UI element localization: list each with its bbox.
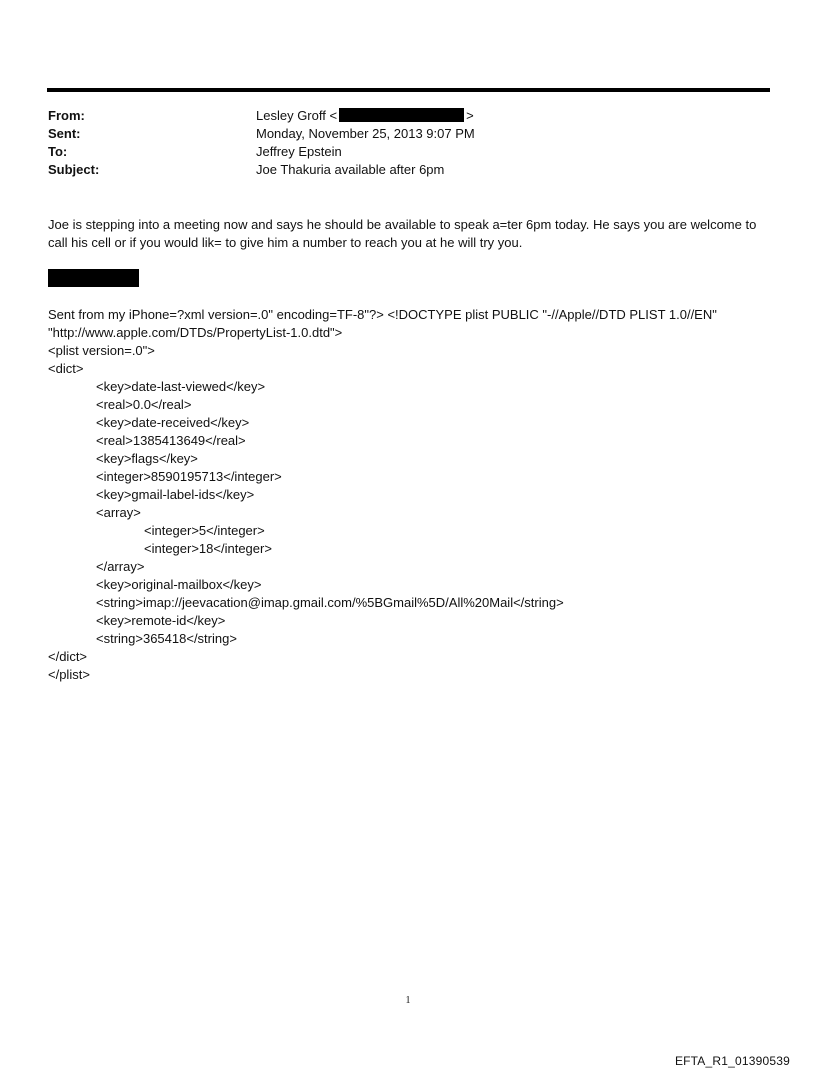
plist-line: <integer>18</integer> xyxy=(144,541,272,556)
to-value: Jeffrey Epstein xyxy=(256,144,342,159)
plist-line: <array> xyxy=(96,505,141,520)
plist-line: <plist version=.0"> xyxy=(48,343,155,358)
plist-line: <key>flags</key> xyxy=(96,451,198,466)
plist-line: <string>365418</string> xyxy=(96,631,237,646)
plist-line: </plist> xyxy=(48,667,90,682)
from-name: Lesley Groff < xyxy=(256,108,338,123)
from-suffix: > xyxy=(466,108,474,123)
plist-line: "http://www.apple.com/DTDs/PropertyList-1.0.dtd"> xyxy=(48,325,343,340)
subject-value: Joe Thakuria available after 6pm xyxy=(256,162,445,177)
plist-line: <real>0.0</real> xyxy=(96,397,192,412)
to-label: To: xyxy=(48,144,68,159)
plist-line: </dict> xyxy=(48,649,88,664)
plist-line: </array> xyxy=(96,559,145,574)
email-body: Joe is stepping into a meeting now and says he should be available to speak a=ter 6pm today. He says you are welcome to call his cell or if you would lik= to give him a number to reach you at he will try you. xyxy=(48,217,757,250)
plist-line: <key>date-received</key> xyxy=(96,415,250,430)
from-value xyxy=(256,107,474,125)
page-number: 1 xyxy=(405,995,411,1006)
sent-value: Monday, November 25, 2013 9:07 PM xyxy=(256,126,475,141)
plist-line: <string>imap://jeevacation@imap.gmail.com/%5BGmail%5D/All%20Mail</string> xyxy=(96,595,564,610)
plist-line: <integer>8590195713</integer> xyxy=(96,469,282,484)
plist-line: <key>remote-id</key> xyxy=(96,613,226,628)
plist-line: <real>1385413649</real> xyxy=(96,433,246,448)
plist-line: <integer>5</integer> xyxy=(144,523,265,538)
plist-line: <key>gmail-label-ids</key> xyxy=(96,487,255,502)
document-id: EFTA_R1_01390539 xyxy=(674,1054,790,1068)
plist-line: <dict> xyxy=(48,361,84,376)
redacted-email-address xyxy=(339,108,464,122)
redacted-signature xyxy=(48,269,139,287)
plist-line: Sent from my iPhone=?xml version=.0" encoding=TF-8"?> <!DOCTYPE plist PUBLIC "-//Apple//DTD PLIST 1.0//EN" xyxy=(48,307,717,322)
plist-line: <key>date-last-viewed</key> xyxy=(96,379,266,394)
sent-label: Sent: xyxy=(48,126,81,141)
plist-line: <key>original-mailbox</key> xyxy=(96,577,262,592)
header-rule xyxy=(47,88,770,92)
subject-label: Subject: xyxy=(48,162,100,177)
from-label: From: xyxy=(48,108,85,123)
